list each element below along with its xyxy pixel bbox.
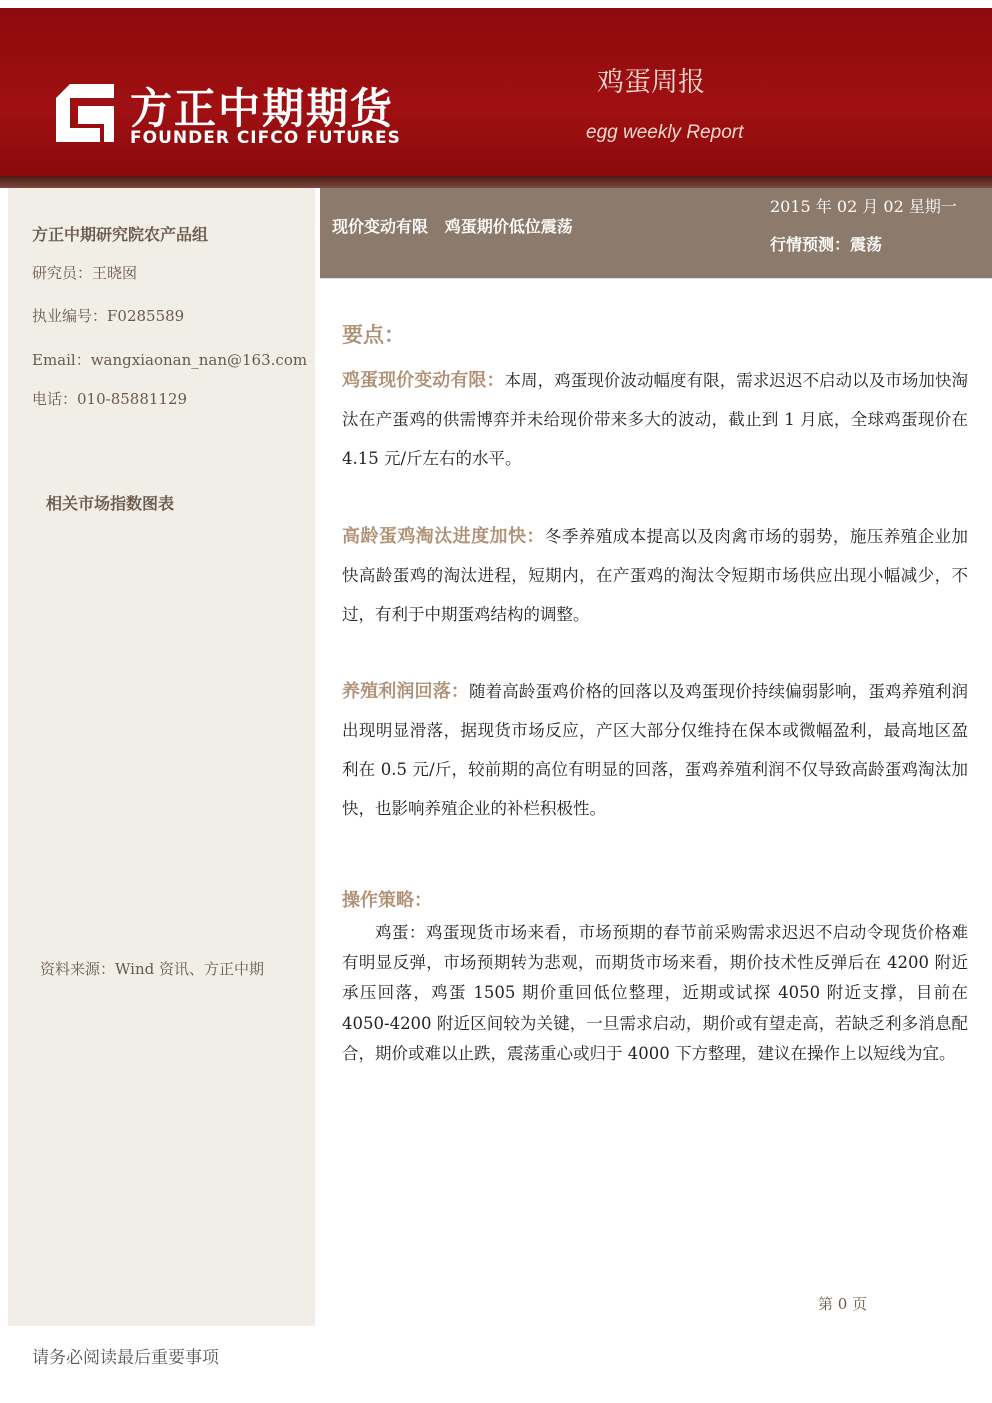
company-name-en: FOUNDER CIFCO FUTURES xyxy=(130,128,401,148)
header-divider xyxy=(0,176,992,188)
report-title: 鸡蛋周报 xyxy=(597,67,705,98)
sidebar-license: 执业编号：F0285589 xyxy=(32,307,185,325)
section-culling xyxy=(342,517,968,634)
founder-logo-icon xyxy=(56,84,114,142)
strategy-title: 操作策略： xyxy=(342,890,432,911)
banner-headline: 现价变动有限 鸡蛋期价低位震荡 xyxy=(332,217,573,236)
key-points-title: 要点： xyxy=(342,323,405,347)
sidebar-related-charts: 相关市场指数图表 xyxy=(46,494,175,513)
section-spot-price xyxy=(342,361,968,478)
footer-notice: 请务必阅读最后重要事项 xyxy=(32,1348,219,1368)
sidebar-org: 方正中期研究院农产品组 xyxy=(32,225,209,244)
sidebar-source: 资料来源：Wind 资讯、方正中期 xyxy=(40,960,264,978)
banner-forecast: 行情预测：震荡 xyxy=(770,235,883,254)
sidebar-email: Email：wangxiaonan_nan@163.com xyxy=(32,351,308,369)
sidebar-researcher: 研究员：王晓囡 xyxy=(32,264,138,282)
main-divider xyxy=(320,278,992,279)
banner-date: 2015 年 02 月 02 星期一 xyxy=(770,197,957,216)
section-lead: 高龄蛋鸡淘汰进度加快： xyxy=(342,526,545,547)
strategy-text: 鸡蛋：鸡蛋现货市场来看，市场预期的春节前采购需求迟迟不启动令现货价格难有明显反弹，市场预期转为悲观，而期货市场来看，期价技术性反弹后在 4200 附近承压回落，鸡蛋 1505 期价重回低位整理，近期或试探 4050 附近支撑，目前在 4050-4200 附近区间较为关键，一旦需求启动，期价或有望走高，若缺乏利多消息配合，期价或难以止跌，震荡重心或归于 4000 下方整理，建议在操作上以短线为宜。 xyxy=(342,923,968,1063)
section-text: 本周，鸡蛋现价波动幅度有限，需求迟迟不启动以及市场加快淘汰在产蛋鸡的供需博弈并未给现价带来多大的波动，截止到 1 月底，全球鸡蛋现价在 4.15 元/斤左右的水平。 xyxy=(342,371,969,468)
report-subtitle: egg weekly Report xyxy=(586,122,744,143)
section-lead: 养殖利润回落： xyxy=(342,681,469,702)
sidebar-phone: 电话：010-85881129 xyxy=(32,390,188,408)
company-name-cn: 方正中期期货 xyxy=(130,84,395,133)
section-profit xyxy=(342,672,968,828)
section-text: 冬季养殖成本提高以及肉禽市场的弱势，施压养殖企业加快高龄蛋鸡的淘汰进程，短期内，在产蛋鸡的淘汰令短期市场供应出现小幅减少，不过，有利于中期蛋鸡结构的调整。 xyxy=(342,527,969,624)
section-lead: 鸡蛋现价变动有限： xyxy=(342,370,505,391)
section-text: 随着高龄蛋鸡价格的回落以及鸡蛋现价持续偏弱影响，蛋鸡养殖利润出现明显滑落，据现货市场反应，产区大部分仅维持在保本或微幅盈利，最高地区盈利在 0.5 元/斤，较前期的高位有明显的回落，蛋鸡养殖利润不仅导致高龄蛋鸡淘汰加快，也影响养殖企业的补栏积极性。 xyxy=(342,682,969,818)
page-number: 第 0 页 xyxy=(818,1295,868,1313)
